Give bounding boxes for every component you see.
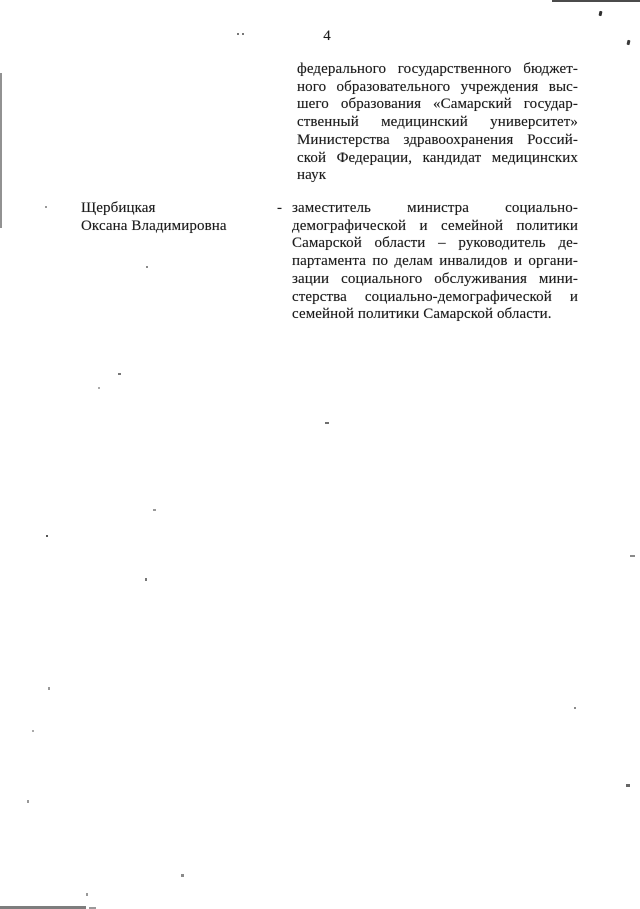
scan-speck [48, 687, 50, 690]
scan-edge-line-top-right [552, 0, 640, 2]
scan-speck [145, 578, 147, 581]
scan-speck [627, 40, 631, 46]
scan-speck [146, 266, 148, 268]
text-line: стерства социально-демографической и [292, 288, 578, 305]
text-line: ственный медицинский университет» [297, 114, 578, 131]
scan-speck [626, 784, 630, 787]
name-description-separator: - [277, 200, 283, 216]
text-line: ного образовательного учреждения выс- [297, 78, 578, 95]
text-line: зации социального обслуживания мини- [292, 270, 578, 287]
scan-speck [599, 11, 603, 17]
scan-speck [325, 422, 329, 424]
page-number: 4 [323, 28, 331, 44]
text-line: семейной политики Самарской области. [292, 306, 552, 323]
entry-name [81, 200, 227, 235]
scan-speck [237, 33, 239, 35]
entry-description-continuation [297, 61, 578, 185]
text-line: ской Федерации, кандидат медицинских [297, 149, 578, 166]
scan-edge-line-left [0, 73, 2, 228]
text-line: демографической и семейной политики [292, 217, 578, 234]
entry-description [292, 200, 578, 324]
text-line: Министерства здравоохранения Россий- [297, 131, 578, 148]
scan-speck [118, 373, 121, 375]
text-line: федерального государственного бюджет- [297, 61, 578, 77]
scan-speck [46, 535, 48, 537]
text-line: Самарской области – руководитель де- [292, 235, 578, 252]
text-line: партамента по делам инвалидов и органи- [292, 253, 578, 270]
text-line: шего образования «Самарский государ- [297, 96, 578, 113]
name-line-surname: Щербицкая [81, 200, 156, 216]
scan-speck [574, 707, 576, 709]
scan-speck [32, 730, 34, 732]
scan-speck [86, 893, 88, 896]
scan-speck [98, 387, 100, 389]
text-line: заместитель министра социально- [292, 200, 578, 216]
scan-speck [27, 800, 29, 803]
name-line-givenname: Оксана Владимировна [81, 217, 227, 234]
scan-speck [630, 555, 635, 557]
scan-speck [181, 874, 184, 877]
scan-speck [153, 509, 156, 511]
scan-speck [45, 206, 47, 208]
scan-speck [242, 33, 244, 35]
text-line: наук [297, 167, 327, 184]
